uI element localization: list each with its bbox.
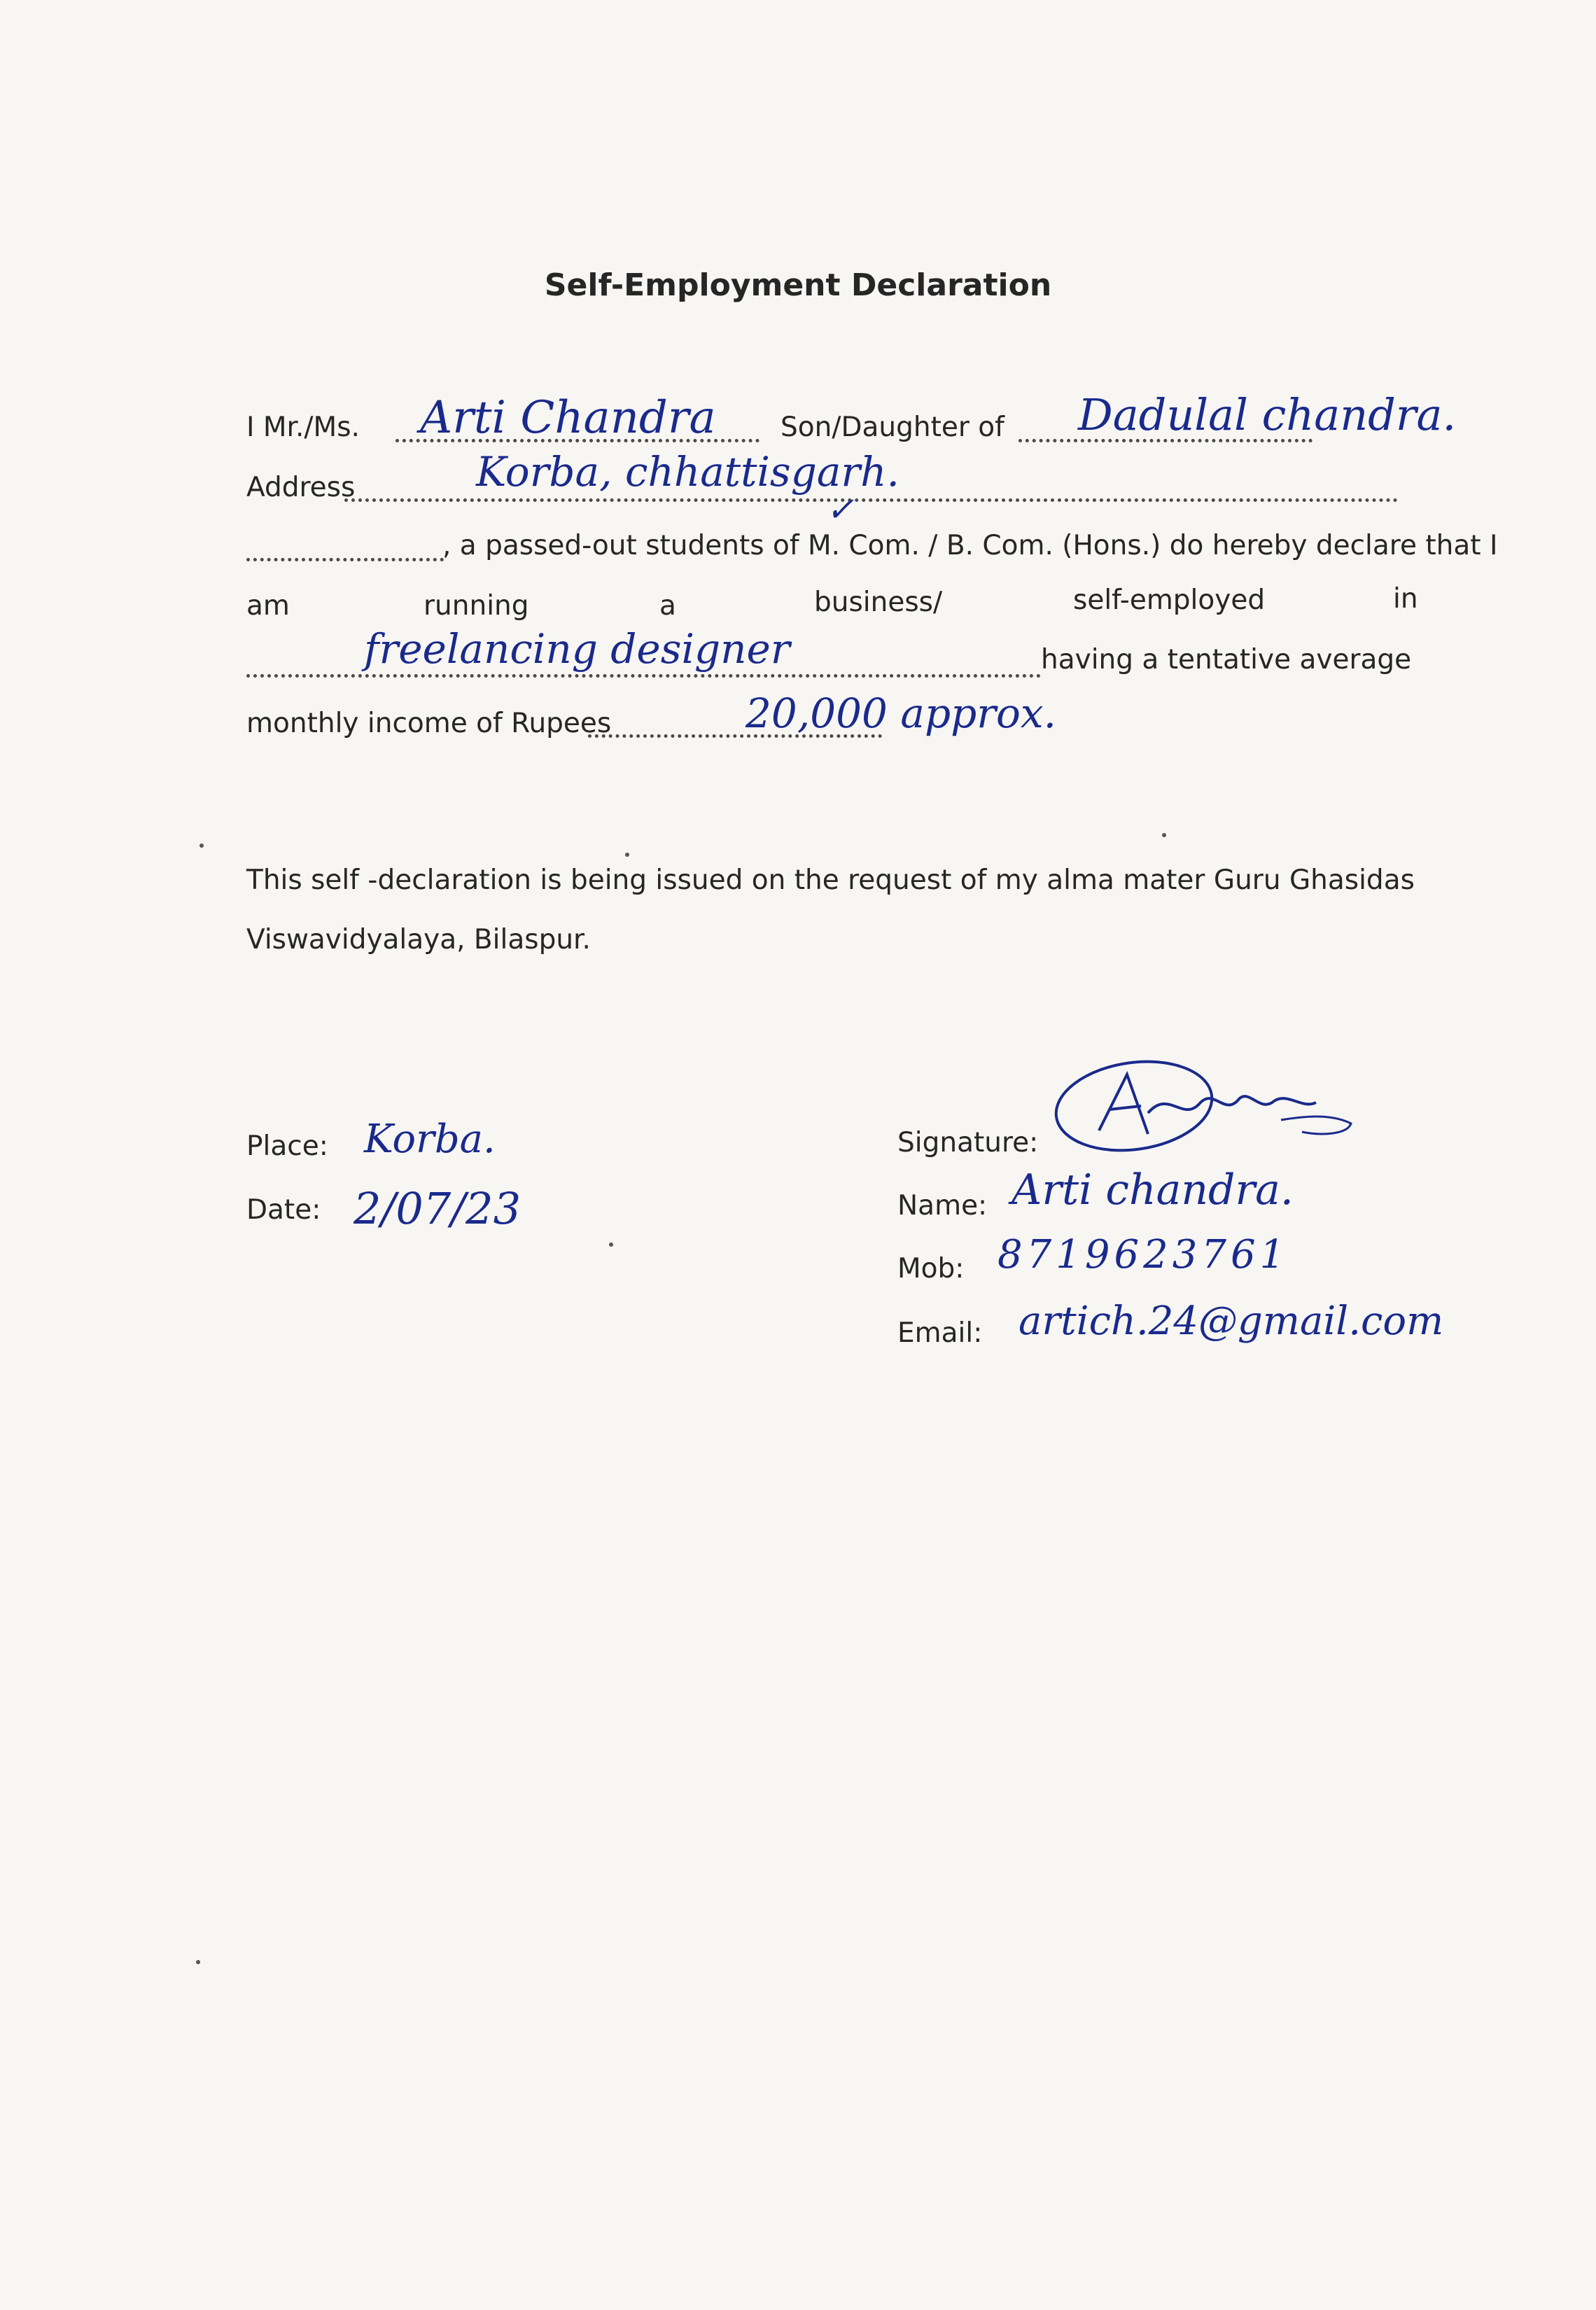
- tentative-average-text: having a tentative average: [1041, 644, 1412, 676]
- handwritten-signature: [1050, 1046, 1358, 1166]
- date-handwritten: 2/07/23: [354, 1183, 522, 1234]
- declarant-name-handwritten: Arti Chandra: [420, 392, 716, 444]
- signature-label: Signature:: [897, 1127, 1039, 1158]
- passed-out-statement: , a passed-out students of M. Com. / B. Com. (Hons.) do hereby declare that I: [442, 530, 1498, 561]
- business-dotted-line: [246, 674, 1041, 678]
- word-am: am: [246, 590, 290, 622]
- date-label: Date:: [246, 1194, 321, 1226]
- word-in: in: [1393, 583, 1418, 615]
- word-self-employed: self-employed: [1073, 584, 1266, 616]
- mcom-tick-mark: ✓: [826, 490, 855, 529]
- mr-ms-label: I Mr./Ms.: [246, 412, 360, 443]
- address-handwritten: Korba, chhattisgarh.: [476, 448, 899, 496]
- email-label: Email:: [897, 1317, 983, 1349]
- income-handwritten: 20,000 approx.: [746, 690, 1057, 737]
- email-handwritten: artich.24@gmail.com: [1018, 1298, 1444, 1344]
- mob-label: Mob:: [897, 1253, 965, 1284]
- word-a: a: [659, 590, 676, 622]
- address-continuation-dotted-line: [246, 558, 444, 561]
- address-label: Address: [246, 472, 356, 503]
- scan-speck: [196, 1960, 200, 1964]
- address-dotted-line: [344, 498, 1398, 502]
- document-title: Self-Employment Declaration: [544, 267, 1052, 303]
- request-statement-line1: This self -declaration is being issued on the request of my alma mater Guru Ghasidas: [246, 864, 1415, 896]
- business-handwritten: freelancing designer: [364, 625, 790, 673]
- word-business: business/: [814, 587, 943, 618]
- signer-name-handwritten: Arti chandra.: [1011, 1166, 1294, 1214]
- scan-speck: [609, 1242, 613, 1247]
- son-daughter-label: Son/Daughter of: [780, 412, 1004, 443]
- place-handwritten: Korba.: [364, 1116, 496, 1162]
- parent-name-handwritten: Dadulal chandra.: [1078, 389, 1457, 440]
- scan-speck: [625, 853, 629, 857]
- request-statement-line2: Viswavidyalaya, Bilaspur.: [246, 924, 591, 955]
- name-label: Name:: [897, 1190, 988, 1222]
- monthly-income-label: monthly income of Rupees: [246, 708, 612, 739]
- place-label: Place:: [246, 1130, 328, 1162]
- word-running: running: [424, 590, 529, 622]
- scan-speck: [1162, 833, 1166, 837]
- scan-speck: [200, 844, 204, 848]
- mobile-handwritten: 8719623761: [997, 1232, 1289, 1278]
